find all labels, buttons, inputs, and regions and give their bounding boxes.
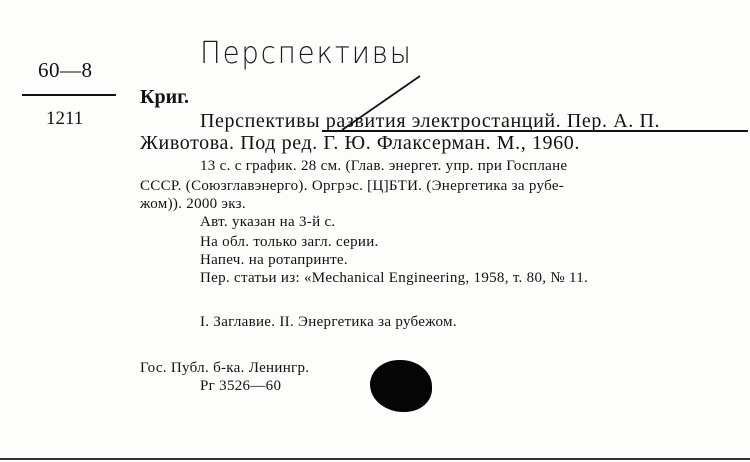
class-mark-divider — [22, 94, 116, 96]
physical-description-2: СССР. (Союзглавэнерго). Оргрэс. [Ц]БТИ. (Энергетика за рубе- — [140, 178, 565, 194]
ink-stamp — [370, 360, 432, 412]
handwritten-title: Перспективы — [200, 36, 413, 71]
tracings: I. Заглавие. II. Энергетика за рубежом. — [200, 314, 457, 330]
card-bottom-edge — [0, 458, 750, 460]
note-series: На обл. только загл. серии. — [200, 234, 379, 250]
class-mark: 60—8 — [38, 58, 93, 82]
order-number: Рг 3526—60 — [200, 378, 282, 394]
physical-description-3: жом)). 2000 экз. — [140, 196, 246, 212]
note-print: Напеч. на ротапринте. — [200, 252, 348, 268]
note-author: Авт. указан на 3-й с. — [200, 214, 336, 230]
physical-description-1: 13 с. с график. 28 см. (Глав. энергет. упр. при Госплане — [200, 158, 568, 174]
call-number: 1211 — [46, 108, 84, 129]
title-line-1: Перспективы развития электростанций. Пер. А. П. — [200, 110, 661, 132]
title-line-2: Животова. Под ред. Г. Ю. Флаксерман. М., 1960. — [140, 132, 580, 154]
author-heading: Криг. — [140, 86, 189, 108]
library-line: Гос. Публ. б-ка. Ленингр. — [140, 360, 310, 376]
note-source: Пер. статьи из: «Mechanical Engineering, 1958, т. 80, № 11. — [200, 270, 589, 286]
